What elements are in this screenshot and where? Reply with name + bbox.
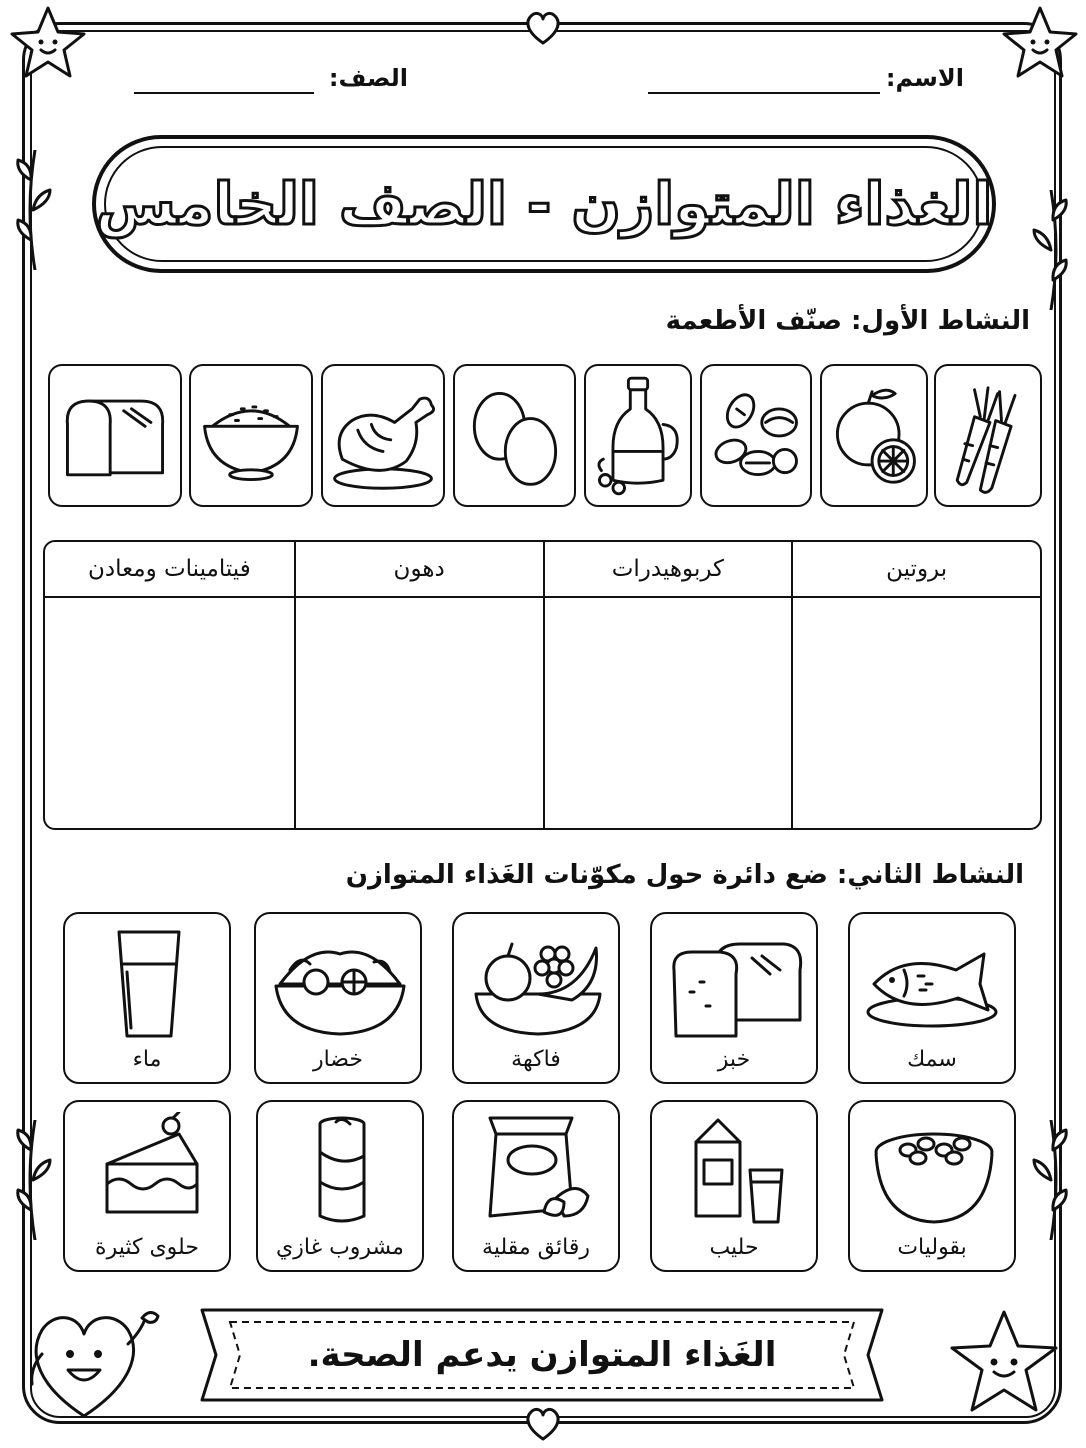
- choice-card-vegetables[interactable]: [254, 912, 422, 1084]
- choice-label-sweets: حلوى كثيرة: [95, 1235, 199, 1260]
- choice-label-chips: رقائق مقلية: [482, 1235, 590, 1260]
- food-item-bread[interactable]: [48, 364, 182, 507]
- class-label: الصف:: [328, 64, 408, 92]
- choice-label-vegetables: خضار: [312, 1047, 363, 1072]
- banner-text: الغَذاء المتوازن يدعم الصحة.: [307, 1335, 777, 1375]
- table-cell-fats[interactable]: [294, 598, 543, 828]
- food-item-chicken[interactable]: [321, 364, 445, 507]
- table-header-vitamins: فيتامينات ومعادن: [45, 542, 294, 598]
- chips-icon: [468, 1112, 608, 1230]
- eggs-icon: [455, 366, 574, 505]
- oil-bottle-icon: [586, 366, 690, 505]
- milk-icon: [666, 1112, 806, 1230]
- choice-card-sweets[interactable]: [63, 1100, 231, 1272]
- heart-mascot-icon: [24, 1294, 174, 1424]
- name-field[interactable]: [648, 92, 880, 94]
- food-item-eggs[interactable]: [453, 364, 576, 507]
- star-icon: [8, 4, 88, 80]
- rice-bowl-icon: [191, 366, 311, 505]
- choice-card-chips[interactable]: [452, 1100, 620, 1272]
- choice-label-water: ماء: [132, 1047, 162, 1072]
- sorting-table: [43, 540, 1042, 830]
- vine-icon: [1026, 1120, 1076, 1240]
- carrots-icon: [936, 366, 1040, 505]
- choice-label-milk: حليب: [709, 1235, 759, 1260]
- heart-icon: [523, 10, 563, 46]
- choice-card-fish[interactable]: [848, 912, 1016, 1084]
- choice-label-fish: سمك: [907, 1047, 957, 1072]
- orange-icon: [822, 366, 926, 505]
- table-header-carbs: كربوهيدرات: [543, 542, 792, 598]
- bread-loaf-icon: [50, 366, 180, 505]
- legumes-icon: [864, 1112, 1004, 1230]
- choice-card-milk[interactable]: [650, 1100, 818, 1272]
- table-cell-protein[interactable]: [791, 598, 1040, 828]
- choice-label-soda: مشروب غازي: [276, 1235, 404, 1260]
- table-header-fats: دهون: [294, 542, 543, 598]
- choice-label-legumes: بقوليات: [897, 1235, 967, 1260]
- vine-icon: [10, 150, 60, 270]
- food-item-carrots[interactable]: [934, 364, 1042, 507]
- choice-card-fruit[interactable]: [452, 912, 620, 1084]
- page-title: الغذاء المتوازن - الصف الخامس: [95, 170, 993, 238]
- heart-icon: [523, 1406, 563, 1442]
- choice-card-legumes[interactable]: [848, 1100, 1016, 1272]
- table-cell-carbs[interactable]: [543, 598, 792, 828]
- water-glass-icon: [79, 924, 219, 1042]
- choice-card-soda[interactable]: [256, 1100, 424, 1272]
- activity2-heading: النشاط الثاني: ضع دائرة حول مكوّنات الغَذاء المتوازن: [345, 860, 1024, 890]
- food-item-orange[interactable]: [820, 364, 928, 507]
- bread-icon: [666, 924, 806, 1042]
- table-header-protein: بروتين: [791, 542, 1040, 598]
- cake-icon: [79, 1112, 219, 1230]
- vine-icon: [10, 1120, 60, 1240]
- choice-label-bread: خبز: [717, 1047, 751, 1072]
- name-label: الاسم:: [885, 64, 964, 92]
- choice-label-fruit: فاكهة: [511, 1047, 561, 1072]
- choice-card-bread[interactable]: [650, 912, 818, 1084]
- star-mascot-icon: [944, 1306, 1064, 1418]
- fish-icon: [864, 924, 1004, 1042]
- salad-icon: [270, 924, 410, 1042]
- class-field[interactable]: [134, 92, 314, 94]
- table-cell-vitamins[interactable]: [45, 598, 294, 828]
- food-item-oil[interactable]: [584, 364, 692, 507]
- choice-card-water[interactable]: [63, 912, 231, 1084]
- chicken-icon: [323, 366, 443, 505]
- fruit-bowl-icon: [468, 924, 608, 1042]
- food-item-nuts[interactable]: [700, 364, 812, 507]
- star-icon: [1000, 4, 1080, 80]
- food-item-rice[interactable]: [189, 364, 313, 507]
- nuts-icon: [702, 366, 810, 505]
- vine-icon: [1026, 190, 1076, 310]
- activity1-heading: النشاط الأول: صنّف الأطعمة: [665, 306, 1030, 336]
- soda-can-icon: [272, 1112, 412, 1230]
